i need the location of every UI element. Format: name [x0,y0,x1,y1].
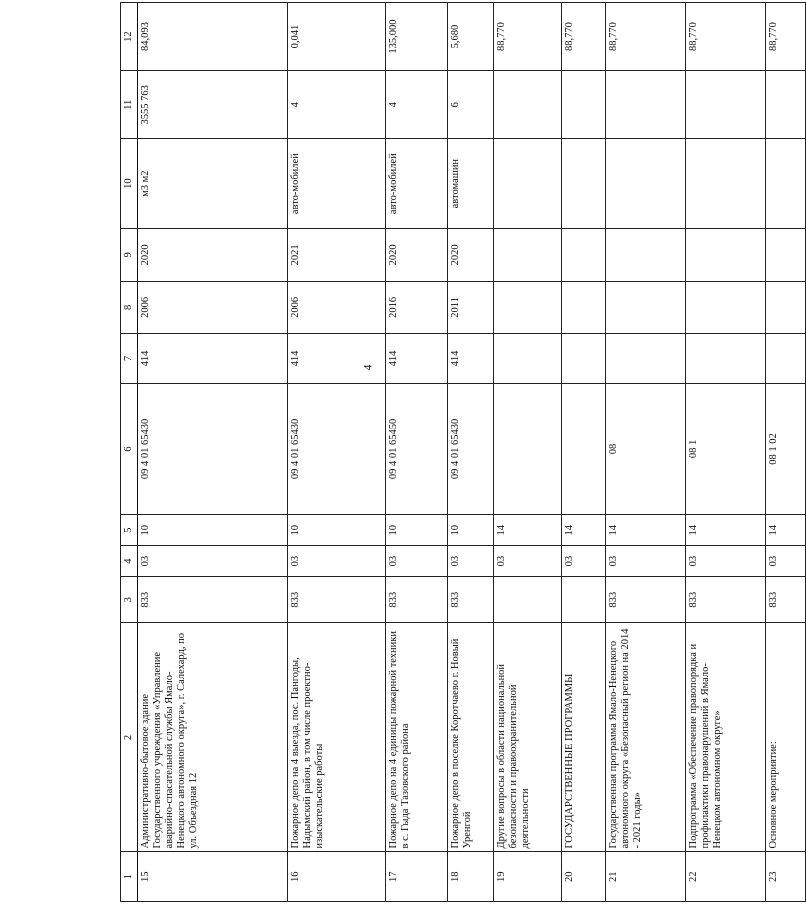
table-cell-c12: 88,770 [494,3,562,71]
table-cell-c2: Пожарное депо в поселке Коротчаево г. Новый Уренгой [448,623,494,852]
header-row [121,3,138,902]
table-cell-c2: Пожарное депо на 4 выезда, пос. Пангоды, Надымский район, в том числе проектно-изыскательские работы [288,623,386,852]
table-cell-c3: 833 [766,577,806,623]
table-cell-c10 [562,139,606,229]
table-cell-c6 [494,383,562,515]
table-cell-c4: 03 [138,546,288,577]
table-row [494,3,562,902]
table-cell-c6 [562,383,606,515]
header-cell: 8 [121,281,138,334]
table-row [766,3,806,902]
table-cell-c9: 2020 [386,229,448,282]
table-cell-c7 [562,334,606,384]
table-cell-c3: 833 [606,577,686,623]
table-cell-c1: 16 [288,852,386,902]
table-cell-c5: 14 [686,515,766,546]
table-cell-c12: 84,093 [138,3,288,71]
table-cell-c10 [766,139,806,229]
table-cell-c7 [686,334,766,384]
table-cell-c1: 21 [606,852,686,902]
header-cell: 10 [121,139,138,229]
table-cell-c2: Другие вопросы в области национальной безопасности и правоохранительной деятельности [494,623,562,852]
table-cell-c4: 03 [606,546,686,577]
table-cell-c5: 10 [138,515,288,546]
table-cell-c6: 09 4 01 65450 [386,383,448,515]
table-cell-c11: 4 [288,71,386,139]
table-cell-c3 [562,577,606,623]
page-number: 4 [360,364,375,371]
table-cell-c5: 14 [766,515,806,546]
table-cell-c1: 23 [766,852,806,902]
table-cell-c4: 03 [288,546,386,577]
table-row [448,3,494,902]
table-cell-c8: 2006 [288,281,386,334]
table-cell-c3: 833 [386,577,448,623]
table-cell-c5: 14 [606,515,686,546]
rotated-table-container [120,2,780,902]
table-cell-c11 [494,71,562,139]
header-cell: 9 [121,229,138,282]
table-cell-c1: 17 [386,852,448,902]
table-cell-c5: 14 [562,515,606,546]
table-cell-c12: 5,680 [448,3,494,71]
table-row [386,3,448,902]
table-cell-c2: Государственная программа Ямало-Ненецкого автономного округа «Безопасный регион на 2014 - 2021 годы» [606,623,686,852]
table-cell-c11: 6 [448,71,494,139]
budget-table [120,2,806,902]
table-row [288,3,386,902]
table-cell-c6: 09 4 01 65430 [448,383,494,515]
table-cell-c7: 414 [138,334,288,384]
table-cell-c7: 414 [288,334,386,384]
table-cell-c6: 08 [606,383,686,515]
table-cell-c7 [606,334,686,384]
table-cell-c9: 2020 [448,229,494,282]
table-cell-c9: 2021 [288,229,386,282]
table-row [606,3,686,902]
table-cell-c3: 833 [448,577,494,623]
table-cell-c7 [494,334,562,384]
table-row [562,3,606,902]
table-row [686,3,766,902]
table-cell-c2: Пожарное депо на 4 единицы пожарной техники в с. Гыда Тазовского района [386,623,448,852]
table-cell-c10: м3 м2 [138,139,288,229]
table-cell-c8: 2011 [448,281,494,334]
table-cell-c6: 09 4 01 65430 [138,383,288,515]
table-cell-c2: Административно-бытовое здание Государственного учреждения «Управление аварийно-спасательной службы Ямало-Ненецкого автономного округа», г. Салехард, по ул. Объездная 12 [138,623,288,852]
table-cell-c10: автомашин [448,139,494,229]
table-cell-c10: авто-мобилей [386,139,448,229]
table-cell-c9 [494,229,562,282]
header-cell: 7 [121,334,138,384]
table-cell-c8: 2016 [386,281,448,334]
table-cell-c1: 19 [494,852,562,902]
table-cell-c11: 3555 763 [138,71,288,139]
table-cell-c12: 88,770 [686,3,766,71]
table-cell-c6: 08 1 02 [766,383,806,515]
table-cell-c5: 10 [288,515,386,546]
table-cell-c3: 833 [288,577,386,623]
table-cell-c7: 414 [448,334,494,384]
header-cell: 5 [121,515,138,546]
table-cell-c2: ГОСУДАРСТВЕННЫЕ ПРОГРАММЫ [562,623,606,852]
table-cell-c5: 14 [494,515,562,546]
header-cell: 6 [121,383,138,515]
table-cell-c4: 03 [448,546,494,577]
header-cell: 4 [121,546,138,577]
table-cell-c11 [606,71,686,139]
table-cell-c7 [766,334,806,384]
table-cell-c7: 414 [386,334,448,384]
table-cell-c12: 88,770 [766,3,806,71]
table-cell-c12: 135,000 [386,3,448,71]
header-cell: 2 [121,623,138,852]
table-cell-c8 [494,281,562,334]
table-cell-c12: 88,770 [606,3,686,71]
table-cell-c9 [606,229,686,282]
table-cell-c6: 08 1 [686,383,766,515]
table-cell-c9: 2020 [138,229,288,282]
table-cell-c1: 18 [448,852,494,902]
table-cell-c10 [494,139,562,229]
table-cell-c2: Основное мероприятие: [766,623,806,852]
table-cell-c10 [686,139,766,229]
table-row [138,3,288,902]
header-cell: 3 [121,577,138,623]
table-cell-c9 [562,229,606,282]
table-cell-c1: 20 [562,852,606,902]
table-cell-c12: 0,041 [288,3,386,71]
table-cell-c1: 15 [138,852,288,902]
header-cell: 12 [121,3,138,71]
table-cell-c5: 10 [448,515,494,546]
table-cell-c8 [606,281,686,334]
table-cell-c3 [494,577,562,623]
table-cell-c9 [686,229,766,282]
table-cell-c11 [766,71,806,139]
table-cell-c11: 4 [386,71,448,139]
table-cell-c5: 10 [386,515,448,546]
table-cell-c8 [686,281,766,334]
header-cell: 1 [121,852,138,902]
header-cell: 11 [121,71,138,139]
table-cell-c12: 88,770 [562,3,606,71]
table-cell-c1: 22 [686,852,766,902]
table-cell-c6: 09 4 01 65430 [288,383,386,515]
table-cell-c3: 833 [138,577,288,623]
table-cell-c3: 833 [686,577,766,623]
table-cell-c8 [766,281,806,334]
table-cell-c4: 03 [766,546,806,577]
table-cell-c8 [562,281,606,334]
table-cell-c4: 03 [386,546,448,577]
table-cell-c10: авто-мобилей [288,139,386,229]
table-cell-c11 [562,71,606,139]
table-cell-c4: 03 [686,546,766,577]
table-cell-c10 [606,139,686,229]
table-cell-c8: 2006 [138,281,288,334]
table-cell-c9 [766,229,806,282]
table-cell-c4: 03 [562,546,606,577]
table-cell-c11 [686,71,766,139]
table-cell-c2: Подпрограмма «Обеспечение правопорядка и профилактики правонарушений в Ямало-Ненецком автономном округе» [686,623,766,852]
table-cell-c4: 03 [494,546,562,577]
